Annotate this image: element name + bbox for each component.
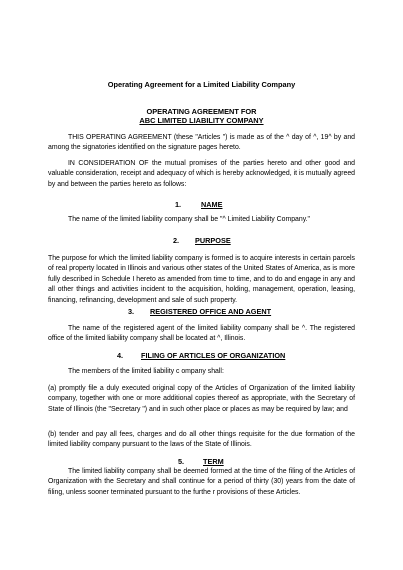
section-number: 4. bbox=[117, 351, 124, 360]
section-number: 2. bbox=[173, 236, 180, 245]
section-filing-clause-a: (a) promptly file a duly executed original copy of the Articles of Organization of the limited liability company, together with one or more additional copies thereof as appropriate, with the Secretary of State of Illinois (the "Secretary ") and in such other place or places as may be required by law; and bbox=[48, 385, 355, 413]
section-filing-clause-b: (b) tender and pay all fees, charges and do all other things requisite for the due formation of the limited liability company pursuant to the laws of the State of Illinois. bbox=[48, 431, 355, 449]
company-name-heading: ABC LIMITED LIABILITY COMPANY bbox=[139, 116, 264, 125]
section-filing-intro: The members of the limited liability c ompany shall: bbox=[68, 368, 224, 375]
section-title: TERM bbox=[203, 457, 224, 466]
intro-paragraph: THIS OPERATING AGREEMENT (these "Articles ") is made as of the ^ day of ^, 19^ by and among the signatories identified on the signature pages hereto. bbox=[48, 134, 355, 152]
agreement-heading-line1: OPERATING AGREEMENT FOR bbox=[146, 107, 257, 116]
section-number: 3. bbox=[128, 307, 135, 316]
section-title: REGISTERED OFFICE AND AGENT bbox=[150, 307, 272, 316]
section-name-paragraph: The name of the limited liability company shall be "^ Limited Liability Company." bbox=[68, 216, 311, 223]
section-number: 5. bbox=[178, 457, 185, 466]
agreement-heading-line2 bbox=[0, 116, 403, 125]
section-term-paragraph: The limited liability company shall be deemed formed at the time of the filing of the Articles of Organization with the Secretary and shall continue for a period of thirty (30) years from the date of filing, unless sooner terminated pursuant to the furthe r provisions of these Articles. bbox=[48, 468, 355, 496]
section-purpose-paragraph: The purpose for which the limited liability company is formed is to acquire interests in certain parcels of real property located in Illinois and various other states of the United States of America, as is more fully described in Schedule I hereto as amended from time to time, and to do and engage in any and all other things and activities incident to the acquisition, holding, management, operation, leasing, financing, refinancing, development and sale of such property. bbox=[48, 255, 355, 304]
document-title: Operating Agreement for a Limited Liability Company bbox=[107, 80, 296, 89]
section-registered-office-paragraph: The name of the registered agent of the limited liability company shall be ^. The registered office of the limited liability company shall be located at ^, Illinois. bbox=[48, 325, 355, 343]
section-title: NAME bbox=[201, 200, 223, 209]
consideration-paragraph: IN CONSIDERATION OF the mutual promises of the parties hereto and other good and valuable consideration, receipt and adequacy of which is hereby acknowledged, it is mutually agreed by and between the parties hereto as follows: bbox=[48, 160, 355, 188]
section-number: 1. bbox=[175, 200, 182, 209]
section-title: PURPOSE bbox=[195, 236, 231, 245]
section-title: FILING OF ARTICLES OF ORGANIZATION bbox=[141, 351, 286, 360]
